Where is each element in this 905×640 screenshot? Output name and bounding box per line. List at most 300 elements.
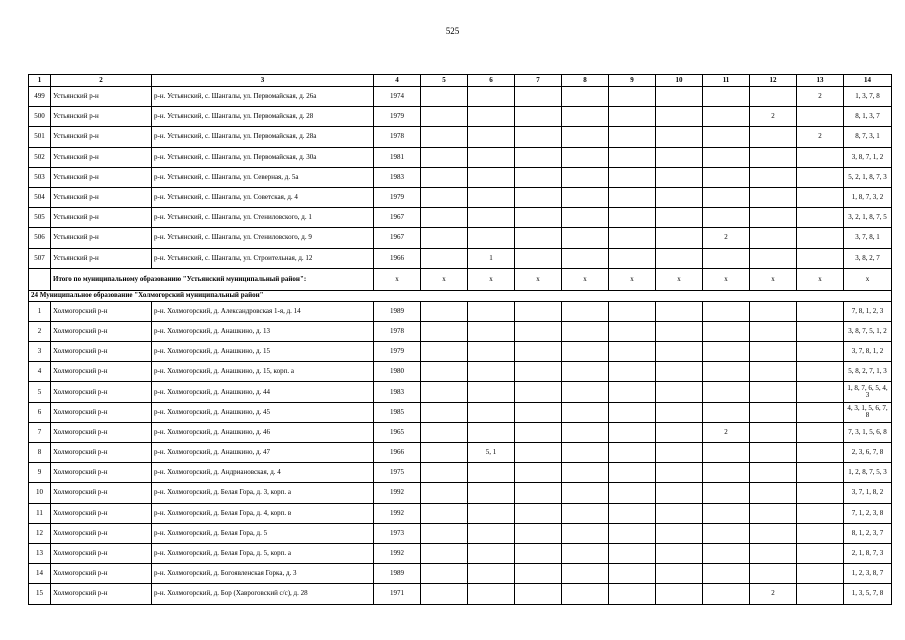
value-cell [468, 564, 515, 584]
row-number: 506 [29, 228, 51, 248]
value-cell [797, 107, 844, 127]
district-cell: Устьянский р-н [51, 147, 152, 167]
value-cell [468, 301, 515, 321]
row-number: 499 [29, 87, 51, 107]
value-cell [797, 147, 844, 167]
table-row [29, 422, 892, 442]
row-number: 9 [29, 463, 51, 483]
value-cell [562, 443, 609, 463]
value-cell [656, 402, 703, 422]
priority-cell: 8, 7, 3, 1 [844, 127, 892, 147]
value-cell [703, 463, 750, 483]
address-cell: р-н. Холмогорский, д. Анашкино, д. 13 [152, 321, 374, 341]
value-cell [468, 342, 515, 362]
value-cell [562, 523, 609, 543]
district-cell: Устьянский р-н [51, 167, 152, 187]
value-cell: 5, 1 [468, 443, 515, 463]
address-cell: р-н. Холмогорский, д. Белая Гора, д. 5 [152, 523, 374, 543]
value-cell [421, 127, 468, 147]
year-cell: 1989 [374, 564, 421, 584]
value-cell [750, 382, 797, 402]
priority-cell: 3, 8, 7, 5, 1, 2 [844, 321, 892, 341]
value-cell [562, 422, 609, 442]
value-cell [468, 382, 515, 402]
address-cell: р-н. Устьянский, с. Шангалы, ул. Северная, д. 5а [152, 167, 374, 187]
district-cell: Холмогорский р-н [51, 584, 152, 604]
table-row [29, 187, 892, 207]
value-cell [750, 147, 797, 167]
total-x-cell: х [562, 268, 609, 290]
value-cell [656, 422, 703, 442]
table-row [29, 503, 892, 523]
value-cell [609, 228, 656, 248]
value-cell [562, 564, 609, 584]
value-cell [515, 147, 562, 167]
column-header: 9 [609, 75, 656, 87]
value-cell [656, 362, 703, 382]
year-cell: 1971 [374, 584, 421, 604]
value-cell [703, 167, 750, 187]
value-cell [515, 564, 562, 584]
table-row [29, 362, 892, 382]
year-cell: 1985 [374, 402, 421, 422]
value-cell [609, 167, 656, 187]
value-cell [562, 228, 609, 248]
value-cell [750, 248, 797, 268]
priority-cell: 1, 3, 5, 7, 8 [844, 584, 892, 604]
value-cell [562, 342, 609, 362]
value-cell [750, 187, 797, 207]
table-row [29, 342, 892, 362]
district-cell: Холмогорский р-н [51, 301, 152, 321]
value-cell [515, 523, 562, 543]
value-cell [703, 147, 750, 167]
year-cell: 1966 [374, 248, 421, 268]
address-cell: р-н. Устьянский, с. Шангалы, ул. Стениловского, д. 1 [152, 208, 374, 228]
year-cell: 1979 [374, 187, 421, 207]
value-cell [515, 167, 562, 187]
value-cell [703, 208, 750, 228]
value-cell [468, 463, 515, 483]
value-cell [421, 503, 468, 523]
value-cell [609, 208, 656, 228]
value-cell [421, 187, 468, 207]
value-cell [515, 342, 562, 362]
table-row [29, 463, 892, 483]
total-x-cell: х [609, 268, 656, 290]
value-cell [468, 402, 515, 422]
row-number: 12 [29, 523, 51, 543]
value-cell [656, 321, 703, 341]
value-cell [609, 321, 656, 341]
value-cell [609, 301, 656, 321]
total-x-cell: х [844, 268, 892, 290]
value-cell [609, 187, 656, 207]
row-number: 11 [29, 503, 51, 523]
row-number: 14 [29, 564, 51, 584]
value-cell [421, 402, 468, 422]
year-cell: 1966 [374, 443, 421, 463]
column-header: 14 [844, 75, 892, 87]
value-cell [609, 248, 656, 268]
address-cell: р-н. Холмогорский, д. Анашкино, д. 46 [152, 422, 374, 442]
value-cell: 2 [750, 107, 797, 127]
value-cell [562, 208, 609, 228]
value-cell [703, 382, 750, 402]
value-cell [609, 362, 656, 382]
row-number: 503 [29, 167, 51, 187]
value-cell [562, 362, 609, 382]
value-cell [562, 402, 609, 422]
address-cell: р-н. Холмогорский, д. Бор (Хавроговский с/с), д. 28 [152, 584, 374, 604]
value-cell [515, 107, 562, 127]
value-cell [468, 187, 515, 207]
value-cell [609, 147, 656, 167]
table-row [29, 321, 892, 341]
address-cell: р-н. Холмогорский, д. Анашкино, д. 45 [152, 402, 374, 422]
value-cell [562, 463, 609, 483]
value-cell [515, 584, 562, 604]
district-cell: Холмогорский р-н [51, 543, 152, 563]
table-row [29, 87, 892, 107]
district-cell: Устьянский р-н [51, 107, 152, 127]
value-cell [515, 362, 562, 382]
priority-cell: 1, 2, 8, 7, 5, 3 [844, 463, 892, 483]
address-cell: р-н. Устьянский, с. Шангалы, ул. Первомайская, д. 28а [152, 127, 374, 147]
address-cell: р-н. Холмогорский, д. Белая Гора, д. 3, корп. а [152, 483, 374, 503]
table-row [29, 564, 892, 584]
value-cell [421, 382, 468, 402]
value-cell [468, 422, 515, 442]
year-cell: 1983 [374, 167, 421, 187]
district-cell: Холмогорский р-н [51, 503, 152, 523]
header-row [29, 75, 892, 87]
row-number: 5 [29, 382, 51, 402]
value-cell [515, 543, 562, 563]
value-cell [609, 584, 656, 604]
row-number: 501 [29, 127, 51, 147]
value-cell [797, 362, 844, 382]
value-cell [562, 382, 609, 402]
address-cell: р-н. Холмогорский, д. Анашкино, д. 15 [152, 342, 374, 362]
value-cell [515, 301, 562, 321]
priority-cell: 3, 7, 8, 1, 2 [844, 342, 892, 362]
value-cell [750, 321, 797, 341]
value-cell [515, 503, 562, 523]
value-cell [656, 584, 703, 604]
value-cell: 2 [703, 228, 750, 248]
value-cell [703, 107, 750, 127]
priority-cell: 3, 2, 1, 8, 7, 5 [844, 208, 892, 228]
column-header: 12 [750, 75, 797, 87]
priority-cell: 8, 1, 3, 7 [844, 107, 892, 127]
value-cell [750, 463, 797, 483]
value-cell [797, 167, 844, 187]
value-cell: 2 [750, 584, 797, 604]
value-cell [421, 208, 468, 228]
year-cell: 1979 [374, 107, 421, 127]
total-x-cell: х [515, 268, 562, 290]
address-cell: р-н. Холмогорский, д. Андриановская, д. 4 [152, 463, 374, 483]
value-cell [421, 107, 468, 127]
value-cell [703, 584, 750, 604]
value-cell [468, 87, 515, 107]
value-cell: 2 [797, 127, 844, 147]
column-header: 10 [656, 75, 703, 87]
table-row [29, 443, 892, 463]
year-cell: 1989 [374, 301, 421, 321]
value-cell [750, 362, 797, 382]
total-spacer [29, 268, 51, 290]
row-number: 4 [29, 362, 51, 382]
district-cell: Холмогорский р-н [51, 382, 152, 402]
address-cell: р-н. Холмогорский, д. Анашкино, д. 15, корп. а [152, 362, 374, 382]
row-number: 1 [29, 301, 51, 321]
value-cell [421, 523, 468, 543]
value-cell [750, 402, 797, 422]
priority-cell: 5, 2, 1, 8, 7, 3 [844, 167, 892, 187]
row-number: 507 [29, 248, 51, 268]
value-cell [562, 543, 609, 563]
table-row [29, 483, 892, 503]
value-cell [703, 301, 750, 321]
column-header: 8 [562, 75, 609, 87]
column-header: 6 [468, 75, 515, 87]
value-cell [562, 248, 609, 268]
value-cell [421, 564, 468, 584]
value-cell [421, 342, 468, 362]
value-cell [562, 321, 609, 341]
value-cell [656, 523, 703, 543]
value-cell [750, 543, 797, 563]
value-cell [656, 382, 703, 402]
value-cell [562, 301, 609, 321]
priority-cell: 7, 1, 2, 3, 8 [844, 503, 892, 523]
priority-cell: 8, 1, 2, 3, 7 [844, 523, 892, 543]
priority-cell: 5, 8, 2, 7, 1, 3 [844, 362, 892, 382]
priority-cell: 2, 1, 8, 7, 3 [844, 543, 892, 563]
row-number: 7 [29, 422, 51, 442]
year-cell: 1967 [374, 228, 421, 248]
section-row [29, 290, 892, 301]
total-x-cell: х [374, 268, 421, 290]
value-cell [703, 443, 750, 463]
address-cell: р-н. Холмогорский, д. Александровская 1-я, д. 14 [152, 301, 374, 321]
year-cell: 1974 [374, 87, 421, 107]
table-row [29, 147, 892, 167]
address-cell: р-н. Холмогорский, д. Белая Гора, д. 4, корп. в [152, 503, 374, 523]
value-cell [703, 523, 750, 543]
value-cell [515, 422, 562, 442]
value-cell [656, 187, 703, 207]
priority-cell: 3, 8, 2, 7 [844, 248, 892, 268]
district-cell: Устьянский р-н [51, 127, 152, 147]
value-cell [515, 127, 562, 147]
value-cell [750, 127, 797, 147]
value-cell [609, 443, 656, 463]
value-cell [797, 187, 844, 207]
table-row [29, 228, 892, 248]
value-cell [656, 248, 703, 268]
district-cell: Холмогорский р-н [51, 342, 152, 362]
year-cell: 1965 [374, 422, 421, 442]
value-cell [656, 127, 703, 147]
value-cell [797, 342, 844, 362]
value-cell [562, 584, 609, 604]
value-cell [703, 483, 750, 503]
value-cell [797, 382, 844, 402]
priority-cell: 3, 7, 1, 8, 2 [844, 483, 892, 503]
row-number: 13 [29, 543, 51, 563]
column-header: 5 [421, 75, 468, 87]
table-row [29, 301, 892, 321]
value-cell [750, 422, 797, 442]
column-header: 3 [152, 75, 374, 87]
year-cell: 1978 [374, 321, 421, 341]
priority-cell: 2, 3, 6, 7, 8 [844, 443, 892, 463]
year-cell: 1973 [374, 523, 421, 543]
value-cell [656, 167, 703, 187]
value-cell [562, 503, 609, 523]
value-cell [750, 228, 797, 248]
value-cell [797, 523, 844, 543]
year-cell: 1980 [374, 362, 421, 382]
value-cell [468, 503, 515, 523]
district-cell: Устьянский р-н [51, 228, 152, 248]
value-cell [468, 523, 515, 543]
year-cell: 1975 [374, 463, 421, 483]
value-cell [421, 248, 468, 268]
value-cell: 2 [797, 87, 844, 107]
row-number: 3 [29, 342, 51, 362]
value-cell [656, 483, 703, 503]
value-cell [797, 422, 844, 442]
value-cell [797, 543, 844, 563]
value-cell [562, 147, 609, 167]
value-cell [468, 321, 515, 341]
value-cell [703, 187, 750, 207]
value-cell [797, 564, 844, 584]
value-cell [703, 342, 750, 362]
value-cell [797, 248, 844, 268]
district-cell: Устьянский р-н [51, 248, 152, 268]
address-cell: р-н. Устьянский, с. Шангалы, ул. Стениловского, д. 9 [152, 228, 374, 248]
value-cell [468, 127, 515, 147]
column-header: 13 [797, 75, 844, 87]
total-x-cell: х [797, 268, 844, 290]
value-cell [656, 208, 703, 228]
section-title: 24 Муниципальное образование "Холмогорский муниципальный район" [29, 290, 892, 301]
row-number: 2 [29, 321, 51, 341]
value-cell [703, 127, 750, 147]
year-cell: 1992 [374, 483, 421, 503]
value-cell [562, 87, 609, 107]
value-cell [515, 187, 562, 207]
priority-cell: 1, 8, 7, 6, 5, 4, 3 [844, 382, 892, 402]
value-cell [797, 402, 844, 422]
value-cell [468, 208, 515, 228]
value-cell [421, 362, 468, 382]
address-cell: р-н. Устьянский, с. Шангалы, ул. Советская, д. 4 [152, 187, 374, 207]
value-cell [515, 382, 562, 402]
value-cell [609, 543, 656, 563]
value-cell [750, 87, 797, 107]
value-cell [609, 342, 656, 362]
priority-cell: 4, 3, 1, 5, 6, 7, 8 [844, 402, 892, 422]
total-x-cell: х [421, 268, 468, 290]
value-cell [609, 564, 656, 584]
table-row [29, 402, 892, 422]
value-cell [421, 463, 468, 483]
value-cell [515, 87, 562, 107]
value-cell [515, 463, 562, 483]
value-cell [515, 402, 562, 422]
row-number: 505 [29, 208, 51, 228]
value-cell [750, 167, 797, 187]
year-cell: 1981 [374, 147, 421, 167]
year-cell: 1979 [374, 342, 421, 362]
district-cell: Устьянский р-н [51, 208, 152, 228]
value-cell [421, 584, 468, 604]
value-cell [421, 422, 468, 442]
value-cell [609, 127, 656, 147]
value-cell [562, 167, 609, 187]
value-cell [703, 543, 750, 563]
row-number: 15 [29, 584, 51, 604]
column-header: 1 [29, 75, 51, 87]
value-cell [750, 523, 797, 543]
value-cell [562, 187, 609, 207]
value-cell [468, 584, 515, 604]
priority-cell: 1, 2, 3, 8, 7 [844, 564, 892, 584]
value-cell [468, 543, 515, 563]
address-cell: р-н. Устьянский, с. Шангалы, ул. Первомайская, д. 28 [152, 107, 374, 127]
value-cell [609, 107, 656, 127]
district-cell: Устьянский р-н [51, 187, 152, 207]
table-row [29, 208, 892, 228]
total-x-cell: х [750, 268, 797, 290]
value-cell [797, 503, 844, 523]
district-cell: Устьянский р-н [51, 87, 152, 107]
value-cell [797, 483, 844, 503]
value-cell [468, 107, 515, 127]
value-cell [656, 107, 703, 127]
total-x-cell: х [703, 268, 750, 290]
district-cell: Холмогорский р-н [51, 362, 152, 382]
row-number: 504 [29, 187, 51, 207]
value-cell [609, 382, 656, 402]
value-cell [703, 87, 750, 107]
value-cell [703, 402, 750, 422]
value-cell [562, 107, 609, 127]
value-cell [609, 483, 656, 503]
value-cell [515, 483, 562, 503]
value-cell [421, 167, 468, 187]
table-row [29, 584, 892, 604]
value-cell [656, 463, 703, 483]
value-cell [656, 564, 703, 584]
district-cell: Холмогорский р-н [51, 564, 152, 584]
value-cell [656, 503, 703, 523]
table-row [29, 167, 892, 187]
value-cell [421, 483, 468, 503]
total-row [29, 268, 892, 290]
address-cell: р-н. Холмогорский, д. Богоявленская Горка, д. 3 [152, 564, 374, 584]
address-cell: р-н. Холмогорский, д. Белая Гора, д. 5, корп. а [152, 543, 374, 563]
value-cell [750, 342, 797, 362]
total-label: Итого по муниципальному образованию "Устьянский муниципальный район": [51, 268, 374, 290]
value-cell [750, 483, 797, 503]
